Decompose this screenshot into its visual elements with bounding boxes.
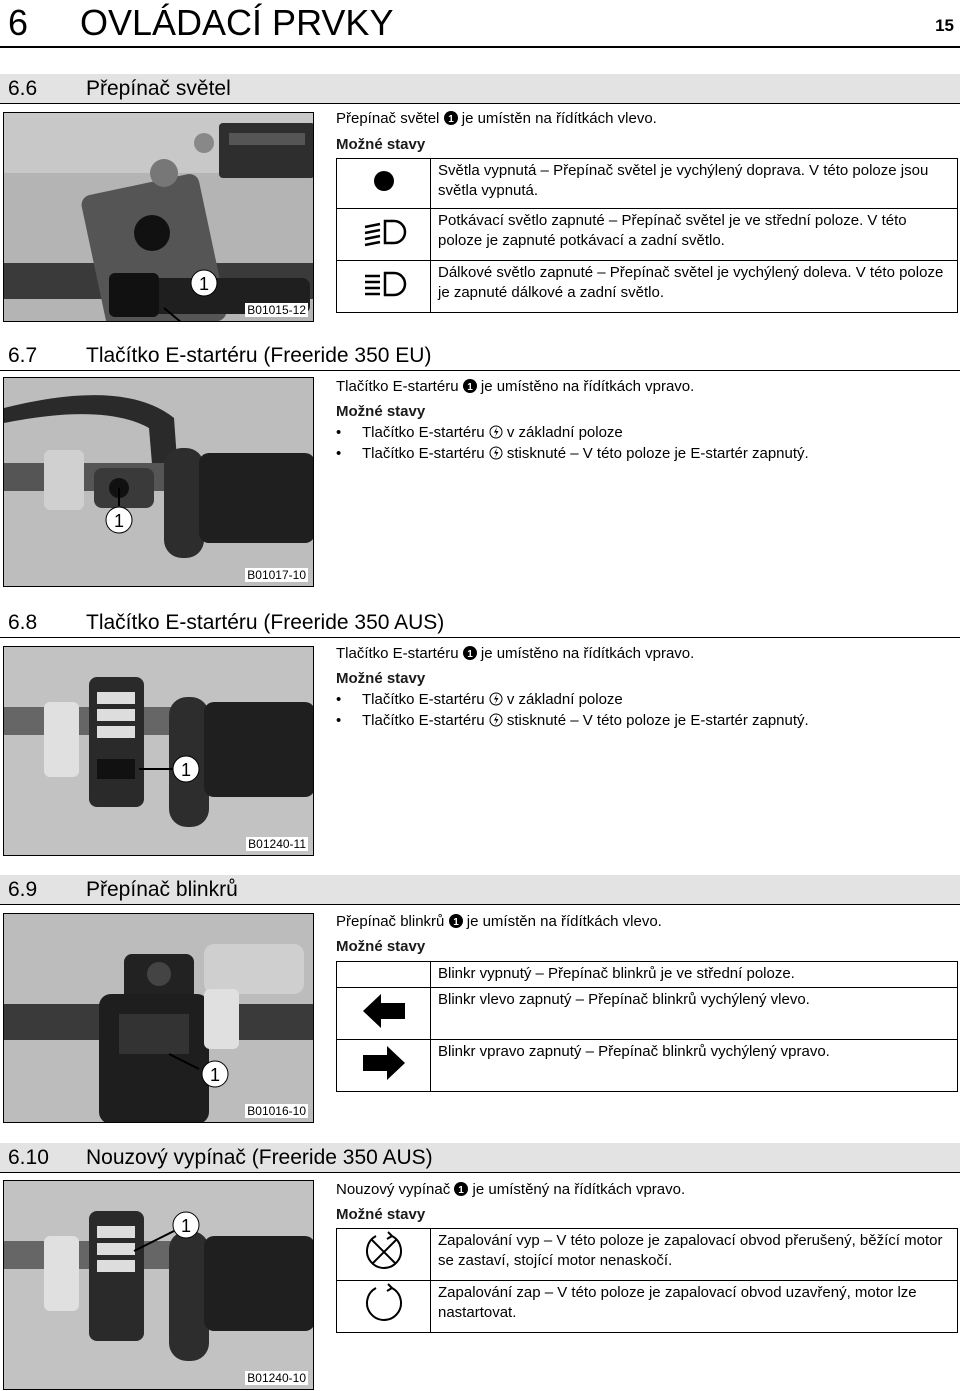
- emergency-switch-illustration: [4, 1181, 314, 1390]
- callout-marker-icon: [454, 1182, 468, 1196]
- section-number: 6.7: [8, 344, 38, 367]
- high-beam-icon: [361, 269, 407, 299]
- table-row: [337, 1281, 958, 1333]
- chapter-header: [0, 0, 960, 50]
- states-table-emergency-switch: [336, 1228, 958, 1333]
- table-row: [337, 159, 958, 209]
- table-row: [337, 261, 958, 313]
- states-label: Možné stavy: [336, 403, 426, 420]
- section-intro: Tlačítko E-startéru 1 je umístěno na řídítkách vpravo.: [336, 645, 695, 662]
- section-number: 6.8: [8, 611, 38, 634]
- states-table-light-switch: [336, 158, 958, 313]
- section-intro: Nouzový vypínač 1 je umístěný na řídítkách vpravo.: [336, 1181, 686, 1198]
- section-header-6-7: [0, 341, 960, 371]
- light-switch-illustration: [4, 113, 314, 322]
- starter-button-icon: [489, 692, 503, 706]
- section-number: 6.6: [8, 77, 38, 100]
- photo-estarter-aus: [3, 646, 314, 856]
- list-item: • Tlačítko E-startéru v základní poloze: [336, 691, 623, 708]
- svg-text:1: 1: [466, 382, 473, 393]
- section-intro: Přepínač blinkrů 1 je umístěn na řídítkách vlevo.: [336, 913, 662, 930]
- section-header-6-9: [0, 875, 960, 905]
- turn-signal-illustration: [4, 914, 314, 1123]
- photo-code: B01015-12: [247, 303, 306, 317]
- photo-light-switch: [3, 112, 314, 322]
- section-title: Přepínač blinkrů: [86, 878, 238, 901]
- photo-code: B01017-10: [247, 568, 306, 582]
- svg-text:1: 1: [466, 649, 473, 660]
- arrow-right-icon: [361, 1044, 407, 1082]
- states-label: Možné stavy: [336, 136, 426, 153]
- dot-icon: [369, 166, 399, 196]
- section-intro: Tlačítko E-startéru 1 je umístěno na řídítkách vpravo.: [336, 378, 695, 395]
- photo-code: B01240-10: [247, 1371, 306, 1385]
- estarter-eu-illustration: [4, 378, 314, 587]
- callout-number: 1: [113, 511, 125, 531]
- state-text: Blinkr vlevo zapnutý – Přepínač blinkrů vychýlený vlevo.: [431, 988, 958, 1040]
- states-label: Možné stavy: [336, 1206, 426, 1223]
- ignition-off-icon: [362, 1230, 406, 1274]
- chapter-title: OVLÁDACÍ PRVKY: [80, 2, 394, 43]
- photo-code: B01240-11: [248, 837, 306, 851]
- callout-number: 1: [180, 1216, 192, 1236]
- starter-button-icon: [489, 713, 503, 727]
- table-row: [337, 962, 958, 988]
- state-text: Světla vypnutá – Přepínač světel je vychýlený doprava. V této poloze jsou světla vypnutá.: [431, 159, 958, 209]
- section-number: 6.10: [8, 1146, 49, 1169]
- states-table-turn-signal: [336, 961, 958, 1092]
- state-text: Zapalování zap – V této poloze je zapalovací obvod uzavřený, motor lze nastartovat.: [431, 1281, 958, 1333]
- starter-button-icon: [489, 446, 503, 460]
- state-text: Dálkové světlo zapnuté – Přepínač světel je vychýlený doleva. V této poloze je zapnuté dálkové a zadní světlo.: [431, 261, 958, 313]
- list-item: • Tlačítko E-startéru v základní poloze: [336, 424, 623, 441]
- ignition-on-icon: [362, 1282, 406, 1326]
- table-row: [337, 1040, 958, 1092]
- section-title: Tlačítko E-startéru (Freeride 350 AUS): [86, 611, 445, 634]
- states-label: Možné stavy: [336, 670, 426, 687]
- list-item: • Tlačítko E-startéru stisknuté – V této poloze je E-startér zapnutý.: [336, 712, 809, 729]
- state-text: Zapalování vyp – V této poloze je zapalovací obvod přerušený, běžící motor se zastaví, stojící motor nenaskočí.: [431, 1229, 958, 1281]
- states-label: Možné stavy: [336, 938, 426, 955]
- svg-text:1: 1: [452, 917, 459, 928]
- callout-number: 1: [209, 1065, 221, 1085]
- state-text: Blinkr vpravo zapnutý – Přepínač blinkrů vychýlený vpravo.: [431, 1040, 958, 1092]
- table-row: [337, 1229, 958, 1281]
- state-text: Blinkr vypnutý – Přepínač blinkrů je ve střední poloze.: [431, 962, 958, 988]
- section-title: Nouzový vypínač (Freeride 350 AUS): [86, 1146, 433, 1169]
- callout-marker-icon: [463, 379, 477, 393]
- starter-button-icon: [489, 425, 503, 439]
- svg-text:1: 1: [458, 1185, 465, 1196]
- arrow-left-icon: [361, 992, 407, 1030]
- section-title: Tlačítko E-startéru (Freeride 350 EU): [86, 344, 432, 367]
- low-beam-icon: [361, 217, 407, 247]
- chapter-divider: [0, 46, 960, 48]
- photo-turn-signal-switch: [3, 913, 314, 1123]
- page-number: 15: [935, 16, 954, 35]
- callout-number: 1: [198, 274, 210, 294]
- svg-text:1: 1: [447, 114, 454, 125]
- table-row: [337, 209, 958, 261]
- estarter-aus-illustration: [4, 647, 314, 856]
- section-header-6-10: [0, 1143, 960, 1173]
- callout-marker-icon: [444, 111, 458, 125]
- photo-estarter-eu: [3, 377, 314, 587]
- photo-emergency-switch: [3, 1180, 314, 1390]
- photo-code: B01016-10: [247, 1104, 306, 1118]
- section-number: 6.9: [8, 878, 38, 901]
- table-row: [337, 988, 958, 1040]
- chapter-number: 6: [8, 2, 29, 43]
- callout-number: 1: [180, 760, 192, 780]
- state-text: Potkávací světlo zapnuté – Přepínač světel je ve střední poloze. V této poloze je zapnuté potkávací a zadní světlo.: [431, 209, 958, 261]
- section-title: Přepínač světel: [86, 77, 231, 100]
- section-header-6-8: [0, 608, 960, 638]
- section-intro: Přepínač světel 1 je umístěn na řídítkách vlevo.: [336, 110, 657, 127]
- list-item: • Tlačítko E-startéru stisknuté – V této poloze je E-startér zapnutý.: [336, 445, 809, 462]
- section-header-6-6: [0, 74, 960, 104]
- callout-marker-icon: [463, 646, 477, 660]
- callout-marker-icon: [449, 914, 463, 928]
